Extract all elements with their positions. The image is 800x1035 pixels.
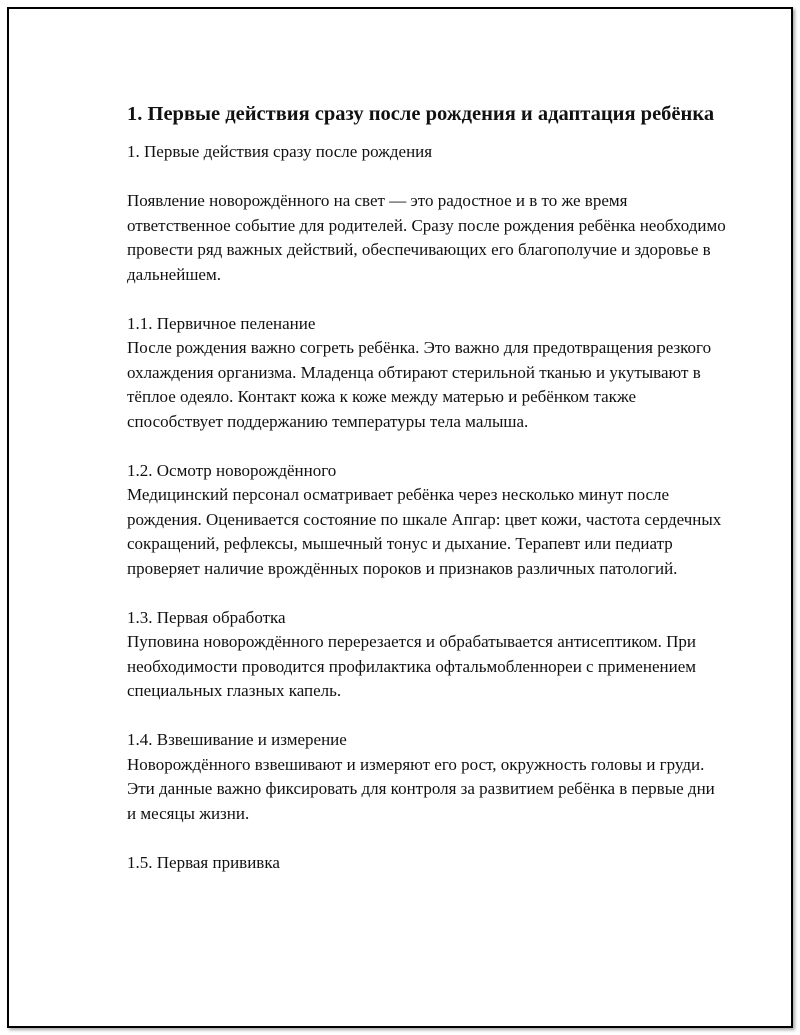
document-title: 1. Первые действия сразу после рождения и адаптация ребёнка	[127, 103, 715, 125]
section-heading: 1.4. Взвешивание и измерение	[127, 730, 347, 749]
section-heading: 1.2. Осмотр новорождённого	[127, 460, 337, 480]
lead-heading: 1. Первые действия сразу после рождения	[127, 142, 433, 161]
section-text: Медицинский персонал осматривает ребёнка через несколько минут после рождения. Оценивается состояние по шкале Апгар: цвет кожи, частота сердечных сокращений, рефлексы, мышечный тонус и дыхание. Терапевт или педиатр проверяет наличие врождённых пороков и признаков различных патологий.	[127, 485, 722, 578]
document-body	[127, 101, 727, 875]
section-1-5	[127, 851, 727, 876]
section-1-3	[127, 606, 727, 704]
section-heading: 1.1. Первичное пеленание	[127, 313, 316, 333]
paragraph-gap	[127, 826, 727, 851]
section-text: Пуповина новорождённого перерезается и обрабатывается антисептиком. При необходимости проводится профилактика офтальмобленнореи с применением специальных глазных капель.	[127, 632, 697, 700]
intro-paragraph: Появление новорождённого на свет — это радостное и в то же время ответственное событие для родителей. Сразу после рождения ребёнка необходимо провести ряд важных действий, обеспечивающих его благополучие и здоровье в дальнейшем.	[127, 191, 726, 284]
section-1-1	[127, 312, 727, 435]
section-heading: 1.5. Первая прививка	[127, 852, 280, 872]
section-1-2	[127, 459, 727, 582]
paragraph-gap	[127, 581, 727, 606]
paragraph-gap	[127, 287, 727, 312]
paragraph-gap	[127, 704, 727, 729]
section-text: После рождения важно согреть ребёнка. Это важно для предотвращения резкого охлаждения организма. Младенца обтирают стерильной тканью и укутывают в тёплое одеяло. Контакт кожа к коже между матерью и ребёнком также способствует поддержанию температуры тела малыша.	[127, 338, 712, 431]
section-1-4	[127, 728, 727, 826]
section-heading: 1.3. Первая обработка	[127, 607, 286, 627]
paragraph-gap	[127, 434, 727, 459]
page-frame	[7, 7, 793, 1028]
paragraph-gap	[127, 165, 727, 190]
section-text: Новорождённого взвешивают и измеряют его рост, окружность головы и груди. Эти данные важно фиксировать для контроля за развитием ребёнка в первые дни и месяцы жизни.	[127, 754, 715, 823]
